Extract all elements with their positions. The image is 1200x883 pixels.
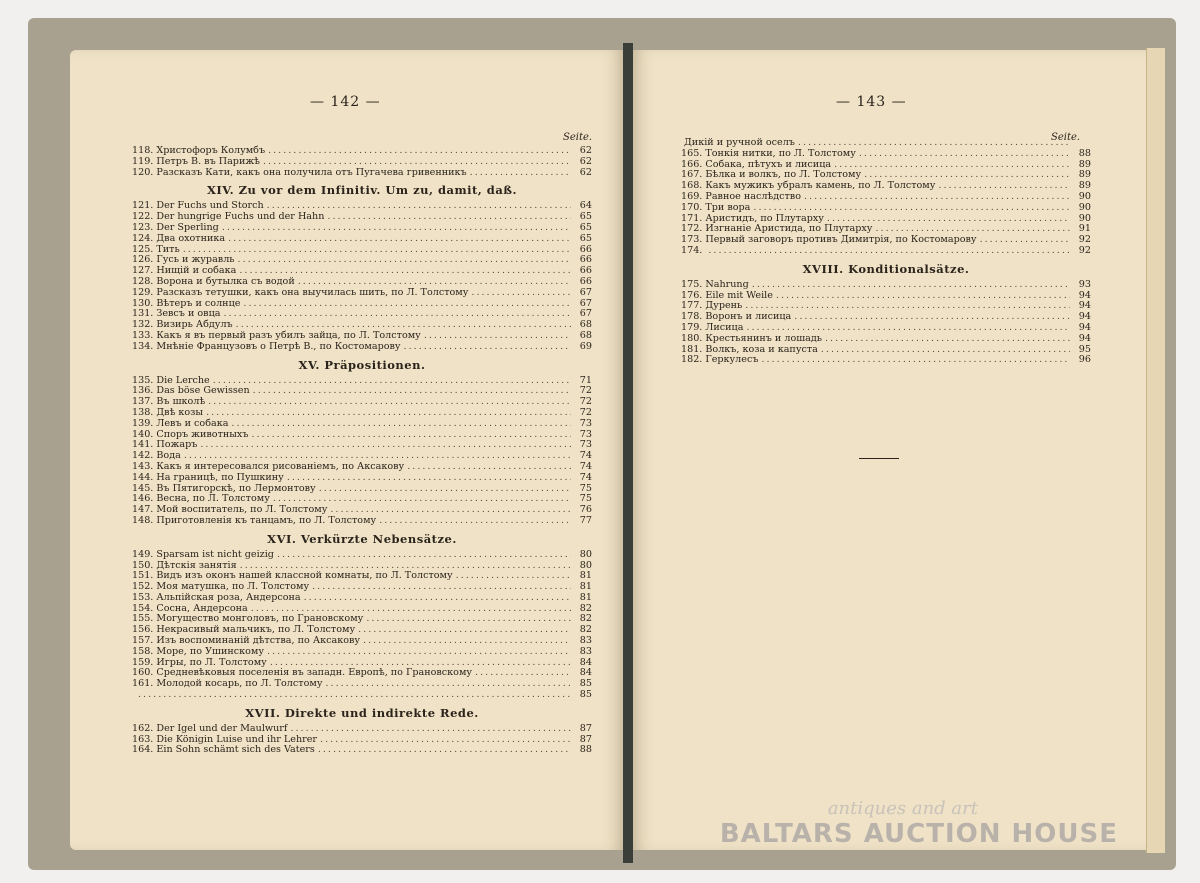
dot-leader [379, 516, 571, 527]
entry-page: 85 [579, 689, 592, 701]
toc-entry [681, 235, 1091, 246]
entry-title: Визирь Абдулъ [156, 319, 233, 331]
book [28, 18, 1176, 870]
entry-title: Три вора [705, 201, 751, 213]
dot-leader [475, 668, 571, 679]
entry-page: 77 [579, 514, 592, 526]
entry-number: 163. [132, 733, 154, 745]
dot-leader [834, 160, 1070, 171]
entry-title: Вода [156, 450, 181, 462]
entry-number: 169. [681, 190, 703, 202]
dot-leader [753, 203, 1070, 214]
toc-entry [132, 288, 592, 299]
entry-title: На границѣ, по Пушкину [156, 471, 284, 483]
entry-page: 83 [579, 635, 592, 647]
entry-number: 161. [132, 678, 154, 690]
entry-title: Альпійская роза, Андерсона [156, 591, 301, 603]
entry-number: 129. [132, 286, 154, 298]
entry-title: Петръ В. въ Парижѣ [156, 155, 260, 167]
entry-title: Тить [156, 243, 180, 255]
entry-page: 72 [579, 406, 592, 418]
entry-title: Das böse Gewissen [156, 385, 250, 397]
entry-title: Въ школѣ [156, 396, 206, 408]
entry-page: 73 [579, 428, 592, 440]
entry-title: Мой воспитатель, по Л. Толстому [156, 504, 328, 516]
entry-page: 66 [579, 243, 592, 255]
entry-number: 134. [132, 340, 154, 352]
entry-title: Sparsam ist nicht geizig [156, 548, 274, 560]
entry-page: 76 [579, 504, 592, 516]
entry-number: 139. [132, 417, 154, 429]
entry-title: Зевсъ и овца [156, 308, 221, 320]
entry-number: 160. [132, 667, 154, 679]
toc-entry [132, 234, 592, 245]
entry-page: 84 [579, 656, 592, 668]
dot-leader [228, 234, 571, 245]
entry-number: 153. [132, 591, 154, 603]
dot-leader [320, 735, 571, 746]
entry-number: 148. [132, 514, 154, 526]
toc-entry [681, 355, 1091, 366]
entry-title: Гусь и журавль [156, 254, 235, 266]
entry-number: 154. [132, 602, 154, 614]
section-heading: XVII. Direkte und indirekte Rede. [245, 705, 479, 720]
entry-number: 127. [132, 265, 154, 277]
seite-label: Seite. [563, 132, 593, 143]
dot-leader [825, 334, 1070, 345]
dot-leader [471, 288, 571, 299]
entry-title: Споръ животныхъ [156, 428, 249, 440]
dot-leader [776, 291, 1070, 302]
entry-page: 90 [1078, 212, 1091, 224]
entry-title: Пожаръ [156, 439, 198, 451]
entry-page: 94 [1078, 289, 1091, 301]
entry-number: 132. [132, 319, 154, 331]
entry-page: 92 [1078, 234, 1091, 246]
dot-leader [200, 440, 571, 451]
entry-title: Двѣ козы [156, 406, 204, 418]
toc-entry [132, 690, 592, 701]
entry-number: 181. [681, 343, 703, 355]
entry-number: 155. [132, 613, 154, 625]
entry-title: Средневѣковыя поселенія въ западн. Европѣ, по Грановскому [156, 667, 473, 679]
entry-number: 158. [132, 645, 154, 657]
entry-title: Христофоръ Колумбъ [156, 145, 266, 156]
entry-number: 143. [132, 460, 154, 472]
entry-page: 82 [579, 624, 592, 636]
entry-page: 71 [579, 374, 592, 386]
entry-title: Eile mit Weile [705, 289, 773, 301]
entry-number: 144. [132, 471, 154, 483]
dot-leader [238, 255, 571, 266]
entry-title: Какъ я въ первый разъ убилъ зайца, по Л. Толстому [156, 329, 421, 341]
dot-leader [752, 280, 1070, 291]
entry-number: 136. [132, 385, 154, 397]
dot-leader [318, 745, 571, 756]
entry-page: 66 [579, 275, 592, 287]
entry-number: 118. [132, 145, 154, 156]
entry-page: 73 [579, 439, 592, 451]
entry-number: 128. [132, 275, 154, 287]
entry-number: 171. [681, 212, 703, 224]
dot-leader [859, 149, 1070, 160]
entry-title: Ворона и бутылка съ водой [156, 275, 295, 287]
entry-page: 80 [579, 559, 592, 571]
dot-leader [745, 301, 1070, 312]
entry-page: 74 [579, 471, 592, 483]
entry-number: 175. [681, 278, 703, 290]
table-of-contents [681, 138, 1091, 366]
entry-number: 166. [681, 158, 703, 170]
entry-number: 172. [681, 223, 703, 235]
entry-title: Die Königin Luise und ihr Lehrer [156, 733, 318, 745]
toc-entry [132, 430, 592, 441]
dot-leader [312, 582, 571, 593]
entry-title: Собака, пѣтухъ и лисица [705, 158, 832, 170]
entry-page: 81 [579, 581, 592, 593]
entry-title: Ein Sohn schämt sich des Vaters [156, 744, 315, 756]
entry-title: Лисица [705, 321, 744, 333]
entry-title: Левъ и собака [156, 417, 229, 429]
dot-leader [206, 408, 571, 419]
entry-title: Дурень [705, 300, 743, 312]
entry-title: Два охотника [156, 232, 226, 244]
entry-title: Разсказъ тетушки, какъ она выучилась шить, по Л. Толстому [156, 286, 469, 298]
entry-page: 84 [579, 667, 592, 679]
toc-entry [681, 280, 1091, 291]
dot-leader [223, 309, 571, 320]
entry-title: Мнѣніе Французовъ о Петрѣ В., по Костомарову [156, 340, 401, 352]
toc-entry [681, 334, 1091, 345]
dot-leader [263, 157, 571, 168]
entry-page: 75 [579, 482, 592, 494]
entry-title: Изъ воспоминаній дѣтства, по Аксакову [156, 635, 361, 647]
toc-entry [132, 679, 592, 690]
entry-page: 83 [579, 645, 592, 657]
entry-title: Геркулесъ [705, 354, 759, 366]
table-of-contents [132, 146, 592, 756]
entry-title: Der Fuchs und Storch [156, 200, 264, 212]
entry-page: 81 [579, 591, 592, 603]
entry-number: 142. [132, 450, 154, 462]
dot-leader [138, 690, 571, 701]
entry-page: 89 [1078, 169, 1091, 181]
entry-number: 179. [681, 321, 703, 333]
entry-number: 131. [132, 308, 154, 320]
toc-entry [681, 149, 1091, 160]
entry-page: 66 [579, 265, 592, 277]
entry-title: Nahrung [705, 278, 749, 290]
entry-page: 72 [579, 396, 592, 408]
dot-leader [794, 312, 1070, 323]
dot-leader [277, 550, 571, 561]
entry-number: 178. [681, 311, 703, 323]
dot-leader [424, 331, 571, 342]
entry-title: Вѣтеръ и солнце [156, 297, 241, 309]
toc-entry [681, 203, 1091, 214]
entry-number: 168. [681, 180, 703, 192]
dot-leader [325, 679, 571, 690]
entry-title: Der Igel und der Maulwurf [156, 722, 288, 734]
entry-page: 67 [579, 286, 592, 298]
dot-leader [327, 212, 571, 223]
entry-page: 82 [579, 613, 592, 625]
entry-page: 88 [579, 744, 592, 756]
entry-page: 87 [579, 733, 592, 745]
dot-leader [253, 386, 571, 397]
entry-number: 151. [132, 570, 154, 582]
entry-title: Молодой косарь, по Л. Толстому [156, 678, 323, 690]
dot-leader [821, 345, 1070, 356]
entry-page: 95 [1078, 343, 1091, 355]
watermark-tagline: antiques and art [827, 798, 978, 819]
toc-entry [132, 440, 592, 451]
entry-page: 94 [1078, 332, 1091, 344]
toc-entry [132, 342, 592, 353]
entry-title: Волкъ, коза и капуста [705, 343, 818, 355]
toc-entry [132, 157, 592, 168]
entry-title: Море, по Ушинскому [156, 645, 265, 657]
entry-page: 89 [1078, 158, 1091, 170]
entry-page: 73 [579, 417, 592, 429]
entry-number: 141. [132, 439, 154, 451]
dot-leader [363, 636, 571, 647]
dot-leader [407, 462, 571, 473]
section-heading: XVI. Verkürzte Nebensätze. [267, 531, 457, 546]
entry-number: 162. [132, 722, 154, 734]
entry-page: 62 [579, 155, 592, 167]
dot-leader [287, 473, 571, 484]
entry-number: 145. [132, 482, 154, 494]
entry-title: Первый заговоръ противъ Димитрія, по Костомарову [705, 234, 977, 246]
entry-number: 149. [132, 548, 154, 560]
dot-leader [804, 192, 1070, 203]
entry-title: Der hungrige Fuchs und der Hahn [156, 211, 325, 223]
dot-leader [243, 299, 571, 310]
entry-number: 147. [132, 504, 154, 516]
entry-title: Игры, по Л. Толстому [156, 656, 267, 668]
entry-number: 165. [681, 147, 703, 159]
entry-page: 92 [1078, 244, 1091, 256]
entry-number: 125. [132, 243, 154, 255]
dot-leader [267, 647, 571, 658]
entry-number: 167. [681, 169, 703, 181]
entry-page: 94 [1078, 300, 1091, 312]
entry-page: 66 [579, 254, 592, 266]
dot-leader [183, 245, 571, 256]
dot-leader [470, 168, 571, 179]
dot-leader [319, 484, 571, 495]
entry-number: 137. [132, 396, 154, 408]
dot-leader [761, 355, 1070, 366]
toc-entry [132, 168, 592, 179]
page-edges [1146, 48, 1165, 853]
entry-page: 85 [579, 678, 592, 690]
entry-number: 180. [681, 332, 703, 344]
entry-title: Весна, по Л. Толстому [156, 493, 270, 505]
entry-page: 94 [1078, 321, 1091, 333]
entry-page: 93 [1078, 278, 1091, 290]
entry-title: Могущество монголовъ, по Грановскому [156, 613, 364, 625]
entry-title: Воронъ и лисица [705, 311, 792, 323]
toc-entry [132, 419, 592, 430]
dot-leader [208, 397, 571, 408]
dot-leader [222, 223, 571, 234]
entry-page: 62 [579, 145, 592, 156]
entry-title: Моя матушка, по Л. Толстому [156, 581, 310, 593]
entry-number: 135. [132, 374, 154, 386]
entry-number: 140. [132, 428, 154, 440]
toc-entry [132, 516, 592, 527]
toc-entry [132, 473, 592, 484]
entry-title: Дикій и ручной оселъ [684, 137, 795, 148]
entry-page: 69 [579, 340, 592, 352]
entry-number: 152. [132, 581, 154, 593]
entry-page: 67 [579, 308, 592, 320]
entry-number: 146. [132, 493, 154, 505]
entry-number: 123. [132, 221, 154, 233]
page-number: — 142 — [310, 94, 381, 110]
entry-page: 94 [1078, 311, 1091, 323]
entry-title: Крестьянинъ и лошадь [705, 332, 822, 344]
entry-page: 75 [579, 493, 592, 505]
entry-number: 122. [132, 211, 154, 223]
entry-page: 90 [1078, 201, 1091, 213]
entry-title: Въ Пятигорскѣ, по Лермонтову [156, 482, 316, 494]
entry-number: 138. [132, 406, 154, 418]
dot-leader [404, 342, 571, 353]
dot-leader [213, 376, 571, 387]
entry-number: 174. [681, 244, 703, 256]
entry-title: Der Sperling [156, 221, 219, 233]
entry-title: Какъ я интересовался рисованіемъ, по Аксакову [156, 460, 405, 472]
dot-leader [708, 246, 1070, 257]
entry-page: 64 [579, 200, 592, 212]
watermark-brand: BALTARS AUCTION HOUSE [719, 819, 1118, 849]
entry-number: 170. [681, 201, 703, 213]
entry-title: Дѣтскія занятія [156, 559, 237, 571]
entry-page: 74 [579, 450, 592, 462]
entry-page: 81 [579, 570, 592, 582]
entry-title: Какъ мужикъ убралъ камень, по Л. Толстому [705, 180, 936, 192]
entry-page: 88 [1078, 147, 1091, 159]
spine [623, 43, 633, 863]
dot-leader [980, 235, 1070, 246]
entry-number: 182. [681, 354, 703, 366]
entry-number: 173. [681, 234, 703, 246]
entry-number: 157. [132, 635, 154, 647]
seite-label: Seite. [1051, 132, 1081, 143]
entry-page: 65 [579, 221, 592, 233]
toc-entry [132, 745, 592, 756]
entry-page: 89 [1078, 180, 1091, 192]
entry-number: 133. [132, 329, 154, 341]
entry-number: 156. [132, 624, 154, 636]
entry-page: 91 [1078, 223, 1091, 235]
watermark [720, 798, 1118, 849]
dot-leader [938, 181, 1070, 192]
dot-leader [290, 724, 571, 735]
toc-entry [132, 550, 592, 561]
entry-number: 124. [132, 232, 154, 244]
entry-number: 159. [132, 656, 154, 668]
entry-page: 72 [579, 385, 592, 397]
dot-leader [251, 430, 571, 441]
entry-title: Тонкія нитки, по Л. Толстому [705, 147, 856, 159]
entry-page: 67 [579, 297, 592, 309]
entry-number: 177. [681, 300, 703, 312]
entry-title: Аристидъ, по Плутарху [705, 212, 824, 224]
entry-page: 62 [579, 166, 592, 178]
entry-page: 82 [579, 602, 592, 614]
entry-page: 68 [579, 319, 592, 331]
entry-page: 90 [1078, 190, 1091, 202]
entry-title: Равное наслѣдство [705, 190, 801, 202]
entry-title: Изгнаніе Аристида, по Плутарху [705, 223, 873, 235]
dot-leader [268, 146, 571, 157]
entry-title: Бѣлка и волкъ, по Л. Толстому [705, 169, 862, 181]
dot-leader [366, 614, 571, 625]
end-rule [859, 458, 899, 459]
entry-number: 121. [132, 200, 154, 212]
entry-title: Некрасивый мальчикъ, по Л. Толстому [156, 624, 356, 636]
right-page [631, 50, 1151, 850]
entry-number: 120. [132, 166, 154, 178]
page-number: — 143 — [836, 94, 907, 110]
entry-number: 150. [132, 559, 154, 571]
section-heading: XVIII. Konditionalsätze. [802, 261, 970, 276]
entry-page: 65 [579, 211, 592, 223]
entry-page: 65 [579, 232, 592, 244]
dot-leader [456, 571, 571, 582]
section-heading: XV. Präpositionen. [298, 357, 426, 372]
entry-page: 68 [579, 329, 592, 341]
entry-page: 87 [579, 722, 592, 734]
entry-number: 164. [132, 744, 154, 756]
toc-entry [681, 291, 1091, 302]
entry-title: Die Lerche [156, 374, 210, 386]
entry-page: 96 [1078, 354, 1091, 366]
entry-title: Сосна, Андерсона [156, 602, 248, 614]
entry-number: 176. [681, 289, 703, 301]
entry-page: 80 [579, 548, 592, 560]
dot-leader [304, 593, 571, 604]
entry-number: 130. [132, 297, 154, 309]
dot-leader [231, 419, 571, 430]
entry-title: Разсказъ Кати, какъ она получила отъ Пугачева гривенникъ [156, 166, 467, 178]
dot-leader [358, 625, 571, 636]
entry-number: 126. [132, 254, 154, 266]
section-heading: XIV. Zu vor dem Infinitiv. Um zu, damit, daß. [206, 183, 518, 198]
entry-page: 74 [579, 460, 592, 472]
entry-number: 119. [132, 155, 154, 167]
toc-entry [681, 246, 1091, 257]
entry-title: Приготовленія къ танцамъ, по Л. Толстому [156, 514, 377, 526]
left-page [70, 50, 625, 850]
entry-title: Видъ изъ оконъ нашей классной комнаты, по Л. Толстому [156, 570, 453, 582]
entry-title: Нищій и собака [156, 265, 237, 277]
